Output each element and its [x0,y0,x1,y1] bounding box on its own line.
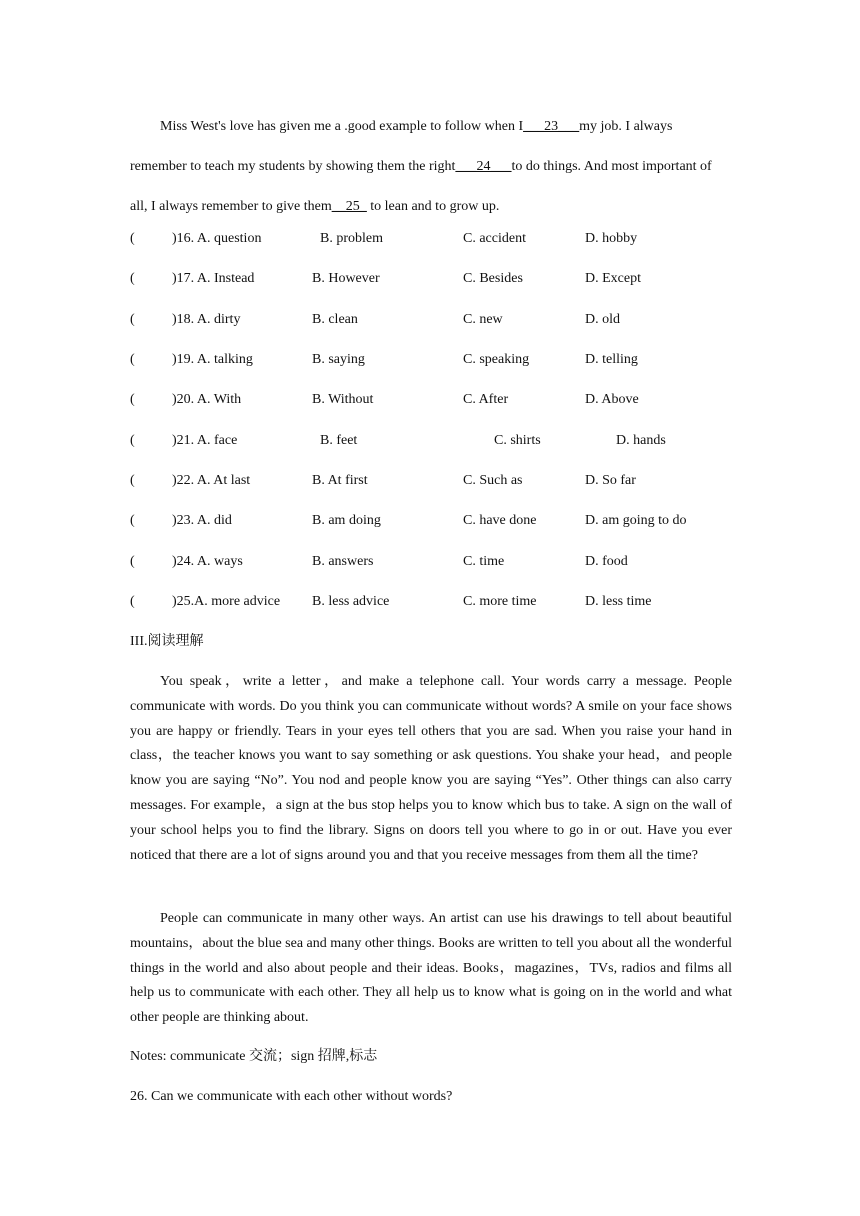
section-title: III.阅读理解 [130,634,204,649]
question-option-b: B. problem [320,231,383,246]
question-option-d: D. Above [585,392,639,407]
passage-text: Miss West's love has given me a .good example to follow when I [160,119,524,134]
answer-paren: ( [130,231,135,246]
question-option-a: )22. A. At last [172,473,251,488]
question-option-a: )21. A. face [172,433,238,448]
reading-paragraph-2: People can communicate in many other ways. An artist can use his drawings to tell about beautiful mountains，about the blue sea and many other things. Books are written to tell you about all the wonderful things in the world and also about people and their ideas. Books，magazines，TVs, radios and films all help us to communicate with each other. They all help us to know what is going on in the world and what other people are thinking about. [130,911,732,1026]
question-option-b: B. At first [312,473,368,488]
question-option-c: C. new [463,312,503,327]
question-option-c: C. shirts [494,433,541,448]
question-option-b: B. less advice [312,594,390,609]
answer-paren: ( [130,554,135,569]
question-option-a: )20. A. With [172,392,242,407]
answer-paren: ( [130,433,135,448]
answer-paren: ( [130,473,135,488]
question-option-c: C. more time [463,594,537,609]
question-option-b: B. answers [312,554,374,569]
reading-paragraph-1: You speak，write a letter，and make a telephone call. Your words carry a message. People communicate with words. Do you think you can communicate without words? A smile on your face shows you are happy or friendly. Tears in your eyes tell others that you are sad. When you raise your hand in class，the teacher knows you want to say something or ask questions. You shake your head，and people know you are saying “No”. You nod and people know you are saying “Yes”. Other things can also carry messages. For example，a sign at the bus stop helps you to know which bus to take. A sign on the wall of your school helps you to find the library. Signs on doors tell you where to go in or out. Have you ever noticed that there are a lot of signs around you and that you receive messages from them all the time? [130,674,732,863]
question-option-c: C. have done [463,513,537,528]
question-option-d: D. less time [585,594,652,609]
cloze-passage-ending [130,107,732,227]
question-option-d: D. hands [616,433,666,448]
question-option-a: )25.A. more advice [172,594,281,609]
question-option-c: C. accident [463,231,526,246]
passage-text: to lean and to grow up. [366,199,500,214]
answer-paren: ( [130,352,135,367]
answer-paren: ( [130,594,135,609]
question-26: 26. Can we communicate with each other without words? [130,1089,453,1104]
blank-24: ___24___ [455,159,512,174]
question-option-b: B. clean [312,312,358,327]
question-option-b: B. am doing [312,513,381,528]
question-option-b: B. Without [312,392,374,407]
question-option-c: C. speaking [463,352,530,367]
question-option-d: D. am going to do [585,513,687,528]
question-option-d: D. old [585,312,620,327]
question-option-c: C. time [463,554,505,569]
question-option-d: D. food [585,554,628,569]
question-option-a: )23. A. did [172,513,232,528]
answer-paren: ( [130,271,135,286]
question-option-d: D. Except [585,271,641,286]
question-option-d: D. telling [585,352,638,367]
vocabulary-notes: Notes: communicate 交流；sign 招牌,标志 [130,1049,378,1064]
question-option-b: B. saying [312,352,365,367]
question-option-d: D. So far [585,473,636,488]
answer-paren: ( [130,392,135,407]
answer-paren: ( [130,312,135,327]
passage-text: to do things. And most important of all, I always remember to give them [130,159,712,214]
question-option-c: C. After [463,392,509,407]
question-option-c: C. Besides [463,271,523,286]
blank-25: __25_ [331,199,367,214]
blank-23: ___23___ [523,119,580,134]
question-option-a: )18. A. dirty [172,312,241,327]
question-option-a: )17. A. Instead [172,271,255,286]
answer-paren: ( [130,513,135,528]
question-option-d: D. hobby [585,231,638,246]
question-option-a: )16. A. question [172,231,262,246]
question-option-b: B. However [312,271,380,286]
passage-text: my job. I always remember to teach my students by showing them the right [130,119,673,174]
question-option-c: C. Such as [463,473,523,488]
question-option-a: )19. A. talking [172,352,253,367]
question-option-a: )24. A. ways [172,554,243,569]
question-option-b: B. feet [320,433,358,448]
